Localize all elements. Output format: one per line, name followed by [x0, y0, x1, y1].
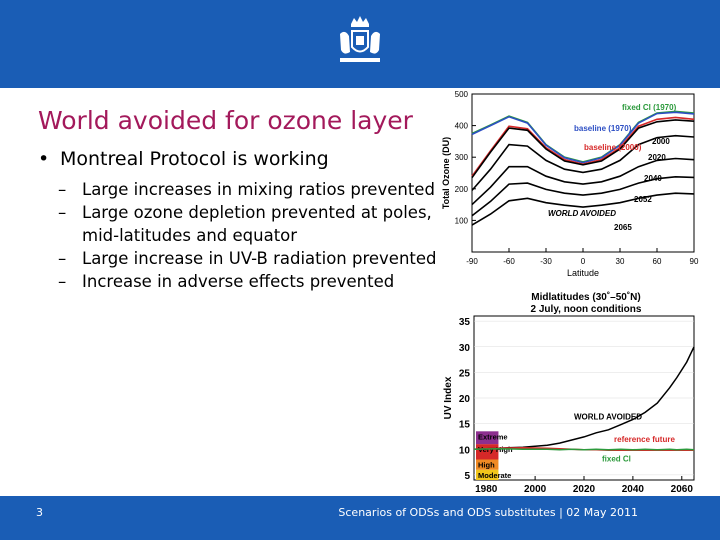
y-tick-label: 5 — [464, 470, 470, 482]
x-tick-label: 0 — [580, 257, 586, 266]
x-tick-label: -30 — [540, 257, 552, 266]
series-label: reference future — [614, 435, 675, 445]
x-axis-label: Latitude — [566, 268, 600, 278]
chart-subtitle: 2 July, noon conditions — [530, 304, 642, 315]
ozone-latitude-chart — [436, 88, 706, 284]
dash-glyph: – — [58, 180, 67, 199]
y-tick-label: 100 — [454, 216, 468, 226]
y-tick-label: 200 — [454, 184, 468, 194]
y-tick-label: 300 — [454, 153, 468, 163]
uv-index-chart — [438, 288, 706, 494]
x-tick-label: 2000 — [523, 484, 547, 494]
slide-title: World avoided for ozone layer — [38, 106, 413, 135]
series-label: 2040 — [644, 174, 662, 183]
coat-of-arms-icon — [336, 14, 384, 74]
y-tick-label: 500 — [454, 90, 468, 99]
series-label: fixed Cl (1970) — [622, 103, 677, 112]
uv-band-label: High — [478, 460, 495, 470]
subbullet-text: Large increase in UV-B radiation prevented — [82, 249, 437, 268]
subbullet-item — [38, 201, 438, 247]
x-tick-label: 90 — [689, 257, 699, 266]
y-tick-label: 35 — [458, 317, 470, 329]
dash-glyph: – — [58, 249, 67, 268]
chart-title: Midlatitudes (30˚–50˚N) — [531, 292, 641, 303]
annotation-label: WORLD AVOIDED — [548, 209, 616, 218]
bullet-text: Montreal Protocol is working — [60, 148, 329, 170]
bullet-list — [38, 146, 438, 293]
y-tick-label: 15 — [458, 419, 470, 431]
x-tick-label: 2060 — [670, 484, 693, 494]
uv-band-label: Very High — [478, 445, 513, 455]
series-label: 2020 — [648, 153, 666, 162]
dash-glyph: – — [58, 272, 67, 291]
x-tick-label: -60 — [503, 257, 515, 266]
series-label: WORLD AVOIDED — [574, 412, 642, 422]
series-label: 2065 — [614, 223, 632, 232]
x-tick-label: 2040 — [621, 484, 645, 494]
footer-text: Scenarios of ODSs and ODS substitutes | 02 May 2011 — [338, 506, 638, 519]
x-tick-label: 2020 — [572, 484, 596, 494]
series-label: 2000 — [652, 137, 670, 146]
uv-band-label: Moderate — [478, 470, 512, 480]
subbullet-text: Large ozone depletion prevented at poles, mid-latitudes and equator — [82, 203, 432, 245]
subbullet-item — [38, 270, 438, 293]
bullet-item — [38, 146, 438, 172]
uv-band-label: Extreme — [478, 432, 508, 442]
y-tick-label: 30 — [458, 342, 470, 354]
y-tick-label: 25 — [458, 368, 470, 380]
x-tick-label: 30 — [615, 257, 625, 266]
y-axis-label: Total Ozone (DU) — [441, 136, 451, 210]
series-label: fixed Cl — [602, 454, 631, 464]
x-tick-label: 60 — [652, 257, 662, 266]
subbullet-text: Large increases in mixing ratios prevented — [82, 180, 435, 199]
y-axis-label: UV Index — [443, 376, 454, 420]
subbullet-item — [38, 178, 438, 201]
series-label: baseline (1970) — [574, 124, 632, 133]
dash-glyph: – — [58, 203, 67, 222]
series-label: baseline (2000) — [584, 143, 642, 152]
subbullet-text: Increase in adverse effects prevented — [82, 272, 395, 291]
subbullet-item — [38, 247, 438, 270]
bullet-glyph: • — [38, 148, 50, 170]
series-label: 2052 — [634, 195, 652, 204]
x-tick-label: -90 — [466, 257, 478, 266]
page-number: 3 — [36, 506, 43, 519]
y-tick-label: 10 — [458, 445, 470, 457]
y-tick-label: 20 — [458, 394, 470, 405]
y-tick-label: 400 — [454, 121, 468, 131]
x-tick-label: 1980 — [475, 484, 498, 494]
